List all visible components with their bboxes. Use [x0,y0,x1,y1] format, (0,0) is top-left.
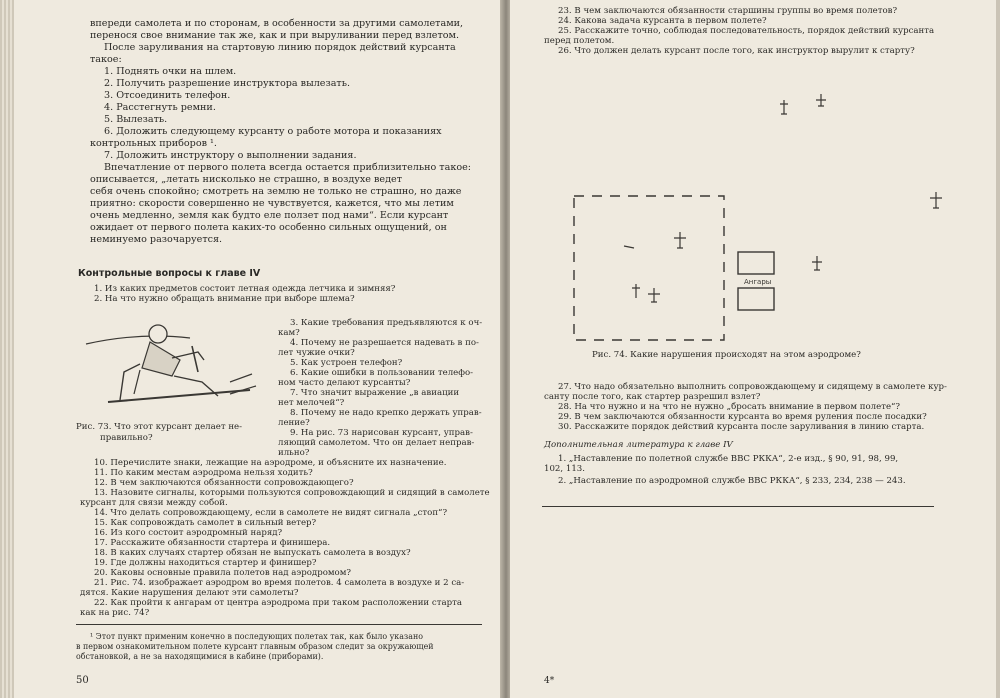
page-edges [0,0,14,698]
question: 27. Что надо обязательно выполнить сопровождающему и сидящему в самолете кур- [558,382,947,392]
literature-item: 1. „Наставление по полетной службе ВВС РККА“, 2-е изд., § 90, 91, 98, 99, [558,454,899,464]
list-item: 3. Отсоединить телефон. [104,90,231,101]
question: ном часто делают курсанты? [278,378,411,388]
question: 14. Что делать сопровождающему, если в самолете не видят сигнала „стоп“? [94,508,448,518]
question: 17. Расскажите обязанности стартера и финишера. [94,538,331,548]
figure-caption: правильно? [100,433,153,443]
question: ление? [278,418,310,428]
question: 29. В чем заключаются обязанности курсанта во время руления после посадки? [558,412,927,422]
question: 6. Какие ошибки в пользовании телефо- [290,368,474,378]
text-line: описывается, „летать нисколько не страшно, в воздухе ведет [90,174,402,185]
text-line: После заруливания на стартовую линию порядок действий курсанта [104,42,456,53]
question: как на рис. 74? [80,608,150,618]
list-item: 6. Доложить следующему курсанту о работе мотора и показаниях [104,126,442,137]
pilot-figure [80,312,274,408]
text-line: Впечатление от первого полета всегда остается приблизительно такое: [104,162,472,173]
question: 26. Что должен делать курсант после того, как инструктор вырулит к старту? [558,46,915,56]
airplane-icon [624,94,942,302]
question: 3. Какие требования предъявляются к оч- [290,318,483,328]
text-line: перенося свое внимание так же, как и при выруливании перед взлетом. [90,30,460,41]
question: 21. Рис. 74. изображает аэродром во время полетов. 4 самолета в воздухе и 2 са- [94,578,465,588]
question: 11. По каким местам аэродрома нельзя ходить? [94,468,313,478]
text-line: такое: [90,54,122,65]
question: 18. В каких случаях стартер обязан не выпускать самолета в воздух? [94,548,411,558]
text-line: ожидает от первого полета каких-то особенно сильных ощущений, он [90,222,447,233]
text-line: себя очень спокойно; смотреть на землю не только не страшно, но даже [90,186,462,197]
left-page [14,0,502,698]
text-line: впереди самолета и по сторонам, в особенности за другими самолетами, [90,18,464,29]
footnote: в первом ознакомительном полете курсант главным образом следит за окружающей [76,642,434,651]
question: 25. Расскажите точно, соблюдая последовательность, порядок действий курсанта [558,26,935,36]
question: 7. Что значит выражение „в авиации [290,388,460,398]
literature-item: 2. „Наставление по аэродромной службе ВВС РККА“, § 233, 234, 238 — 243. [558,476,906,486]
hangar-label: Ангары [744,278,772,286]
question: санту после того, как стартер разрешил взлет? [544,392,761,402]
airfield-diagram [550,80,970,350]
figure-caption: Рис. 74. Какие нарушения происходят на этом аэродроме? [592,350,861,360]
question: нет мелочей“? [278,398,345,408]
question: 5. Как устроен телефон? [290,358,403,368]
question: 22. Как пройти к ангарам от центра аэродрома при таком расположении старта [94,598,462,608]
question: курсант для связи между собой. [80,498,228,508]
footnote-divider [76,624,482,625]
question: 20. Каковы основные правила полетов над аэродромом? [94,568,352,578]
question: 23. В чем заключаются обязанности старшины группы во время полетов? [558,6,898,16]
text-line: контрольных приборов ¹. [90,138,217,149]
text-line: приятно: скорости совершенно не чувствуется, кажется, что мы летим [90,198,454,209]
page-number: 4* [544,676,555,686]
question: лет чужие очки? [278,348,355,358]
literature-item: 102, 113. [544,464,586,474]
question: 12. В чем заключаются обязанности сопровождающего? [94,478,354,488]
question: 28. На что нужно и на что не нужно „бросать внимание в первом полете“? [558,402,901,412]
page-edge [996,0,1000,698]
question: 30. Расскажите порядок действий курсанта после заруливания в линию старта. [558,422,925,432]
question: 13. Назовите сигналы, которыми пользуются сопровождающий и сидящий в самолете [94,488,490,498]
right-page [510,0,996,698]
question: ильно? [278,448,310,458]
question: 16. Из кого состоит аэродромный наряд? [94,528,283,538]
question: 4. Почему не разрешается надевать в по- [290,338,479,348]
question: 2. На что нужно обращать внимание при выборе шлема? [94,294,355,304]
question: 19. Где должны находиться стартер и финишер? [94,558,317,568]
question: ляющий самолетом. Что он делает неправ- [278,438,475,448]
footnote: ¹ Этот пункт применим конечно в последующих полетах так, как было указано [90,632,423,641]
text-line: неминуемо разочаруется. [90,234,223,245]
question: кам? [278,328,300,338]
question: 10. Перечислите знаки, лежащие на аэродроме, и объясните их назначение. [94,458,447,468]
question: перед полетом. [544,36,615,46]
end-divider [542,506,934,507]
list-item: 7. Доложить инструктору о выполнении задания. [104,150,357,161]
list-item: 4. Расстегнуть ремни. [104,102,216,113]
list-item: 1. Поднять очки на шлем. [104,66,237,77]
text-line: очень медленно, земля как будто еле ползет под нами“. Если курсант [90,210,449,221]
list-item: 5. Вылезать. [104,114,168,125]
footnote: обстановкой, а не за находящимися в кабине (приборами). [76,652,324,661]
page-number: 50 [76,675,89,686]
question: дятся. Какие нарушения делают эти самолеты? [80,588,299,598]
list-item: 2. Получить разрешение инструктора вылезать. [104,78,351,89]
literature-title: Дополнительная литература к главе IV [544,440,733,450]
question: 9. На рис. 73 нарисован курсант, управ- [290,428,473,438]
question: 1. Из каких предметов состоит летная одежда летчика и зимняя? [94,284,396,294]
question: 24. Какова задача курсанта в первом полете? [558,16,767,26]
figure-caption: Рис. 73. Что этот курсант делает не- [76,422,243,432]
question: 8. Почему не надо крепко держать управ- [290,408,482,418]
section-title: Контрольные вопросы к главе IV [78,268,261,279]
question: 15. Как сопровождать самолет в сильный ветер? [94,518,317,528]
